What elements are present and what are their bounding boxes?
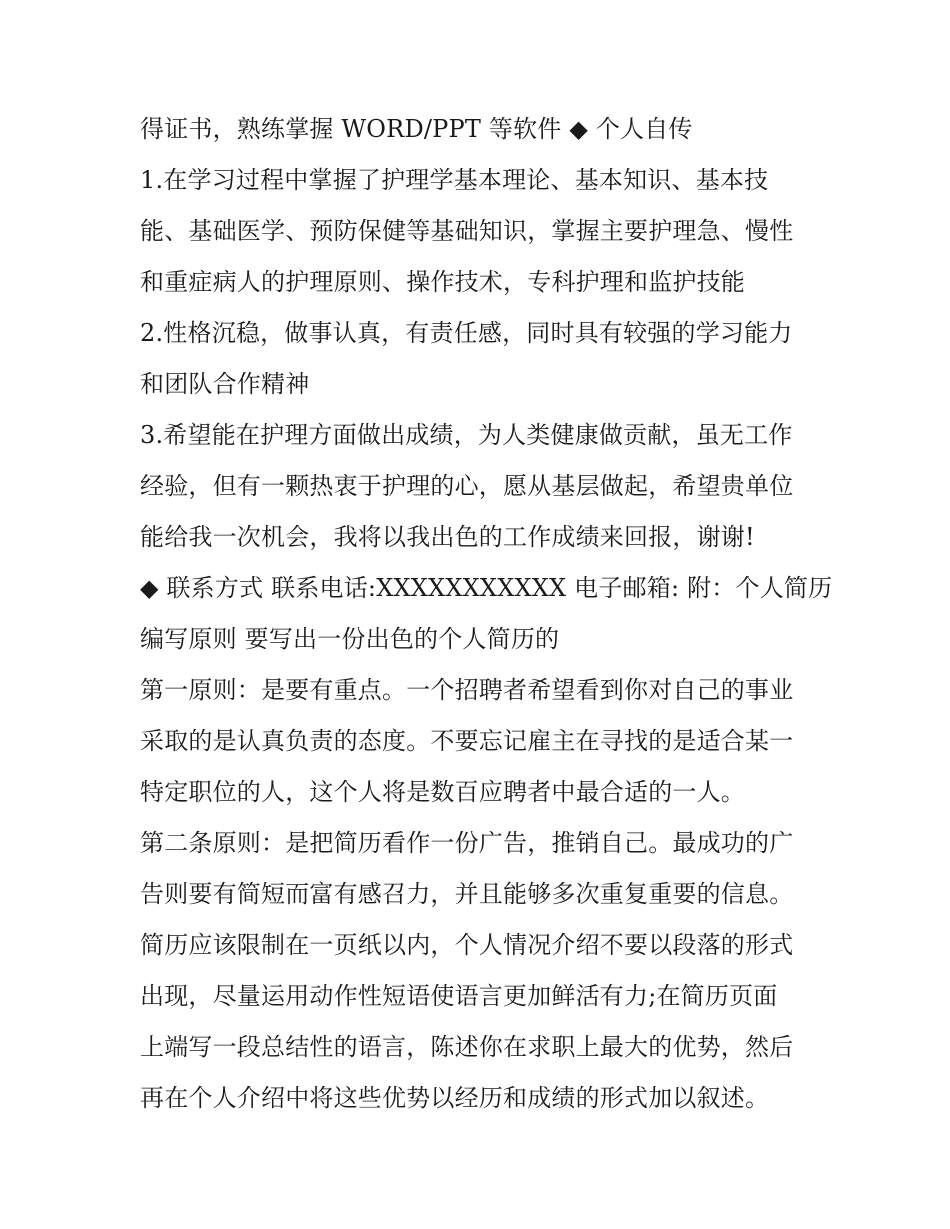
text-line: 经验，但有一颗热衷于护理的心，愿从基层做起，希望贵单位 [140, 472, 794, 500]
text-line: 和团队合作精神 [140, 370, 310, 398]
text-line: 能给我一次机会，我将以我出色的工作成绩来回报，谢谢! [140, 523, 755, 551]
text-line: 出现，尽量运用动作性短语使语言更加鲜活有力;在简历页面 [140, 982, 778, 1010]
text-line: 上端写一段总结性的语言，陈述你在求职上最大的优势，然后 [140, 1033, 794, 1061]
text-line: 能、基础医学、预防保健等基础知识，掌握主要护理急、慢性 [140, 217, 794, 245]
text-line: 第二条原则：是把简历看作一份广告，推销自己。最成功的广 [140, 829, 794, 857]
text-line: 第一原则：是要有重点。一个招聘者希望看到你对自己的事业 [140, 676, 794, 704]
text-line: 编写原则 要写出一份出色的个人简历的 [140, 625, 560, 653]
text-line: 采取的是认真负责的态度。不要忘记雇主在寻找的是适合某一 [140, 727, 794, 755]
text-line: 得证书，熟练掌握 WORD/PPT 等软件 ◆ 个人自传 [140, 115, 693, 143]
text-line: 2.性格沉稳，做事认真，有责任感，同时具有较强的学习能力 [140, 319, 793, 347]
text-line: 简历应该限制在一页纸以内，个人情况介绍不要以段落的形式 [140, 931, 794, 959]
text-line: ◆ 联系方式 联系电话:XXXXXXXXXXX 电子邮箱: 附：个人简历 [140, 574, 833, 602]
text-line: 3.希望能在护理方面做出成绩，为人类健康做贡献，虽无工作 [140, 421, 793, 449]
text-line: 1.在学习过程中掌握了护理学基本理论、基本知识、基本技 [140, 166, 769, 194]
text-line: 特定职位的人，这个人将是数百应聘者中最合适的一人。 [140, 778, 745, 806]
text-line: 告则要有简短而富有感召力，并且能够多次重复重要的信息。 [140, 880, 794, 908]
document-body [140, 104, 833, 1124]
text-line: 和重症病人的护理原则、操作技术，专科护理和监护技能 [140, 268, 745, 296]
text-line: 再在个人介绍中将这些优势以经历和成绩的形式加以叙述。 [140, 1084, 770, 1112]
